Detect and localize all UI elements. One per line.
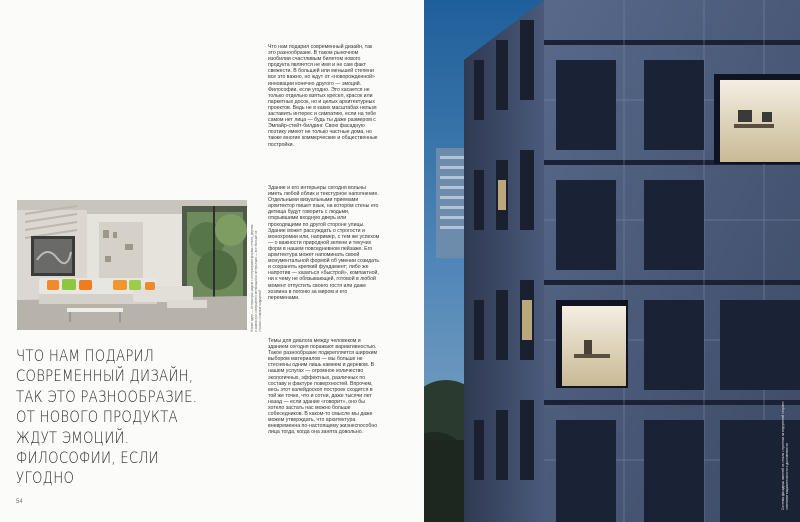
facade-photo-caption: Система фасадных панелей из стекла с принтом на внутренней стороне: сочетание выразительности и долговечности bbox=[781, 401, 789, 510]
pull-quote-headline: ЧТО НАМ ПОДАРИЛ СОВРЕМЕННЫЙ ДИЗАЙН, ТАК ЭТО РАЗНООБРАЗИЕ. ОТ НОВОГО ПРОДУКТА ЖДУТ ЭМОЦИЙ. ФИЛОСОФИИ, ЕСЛИ УГОДНО bbox=[16, 346, 198, 488]
page-number: 54 bbox=[16, 499, 23, 505]
interior-photo bbox=[17, 200, 247, 330]
building-facade-photo bbox=[424, 0, 800, 522]
article-paragraph-3: Темы для диалога между человеком и зданием сегодня поражают вариативностью. Такое разнообразие подкрепляется широким выбором материалов — мы больше не стеснены одним лишь камнем и деревом. В нашем услугах — огромное количество экологичных, эффектных, различных по составу и фактуре поверхностей. Впрочем, весь этот калейдоскоп построек сходится в той же точке, что и сотни, даже тысячи лет назад — если здание «говорит», оно бы хотело застать нас можно больше собеседников. В каком-то смысле мы даже можем утверждать, что архитектура вневременна по-настоящему жизнеспособно лица тогда, когда она занята довольно. bbox=[268, 338, 378, 436]
article-paragraph-1: Что нам подарил современный дизайн, так это разнообразие. В таком рыночном изобилии счастливым билетом нового продукта является не имя и не сам факт свежести. В большей или меньшей степени все это важно, но ждут от «новорожденной» инновации конечно другого — эмоций. Философии, если угодно. Это касается не только отдельно взятых кресел, красок или паркетных досок, но и целых архитектурных проектов. Ведь не в каких масштабах нельзя заставить интерес и симпатию, если на тебе самом нет лица — будь ты даже размером с Эмпайр-стейт-билдинг. Свою фасадную поэтику имеют не только частные дома, но также многие коммерческие и общественные постройки. bbox=[268, 44, 378, 148]
article-paragraph-2: Здание и его интерьеры сегодня вольны иметь любой облик и текстурное наполнение. Отдельными визуальными приемами архитектор пишет язык, на котором стены его детища будут говорить с людьми, открывшими входную дверь или проходящими по другой стороне улицы. Здание может рассуждать о строгости и монохромии или, например, с тем же успехом — о важности природной зелени и текучих форм в нашем повседневном пейзаже. Его архитектура может напоминать своей монументальной формой об умении созидать и сохранять крепкий фундамент; либо же напротив — казаться «быстрой», компактной, ни к чему не обязывающей, готовой в любой момент отпустить своего гостя или даже хозяина в погоню за миром и его переменами. bbox=[268, 185, 380, 301]
interior-photo-caption: Новые идеи — интерьеры: рядом с интерьерами формы стекла, дерева и камня при совершенно меняющихся интерьерах — все больше из столько сложных ощущений bbox=[250, 224, 262, 332]
